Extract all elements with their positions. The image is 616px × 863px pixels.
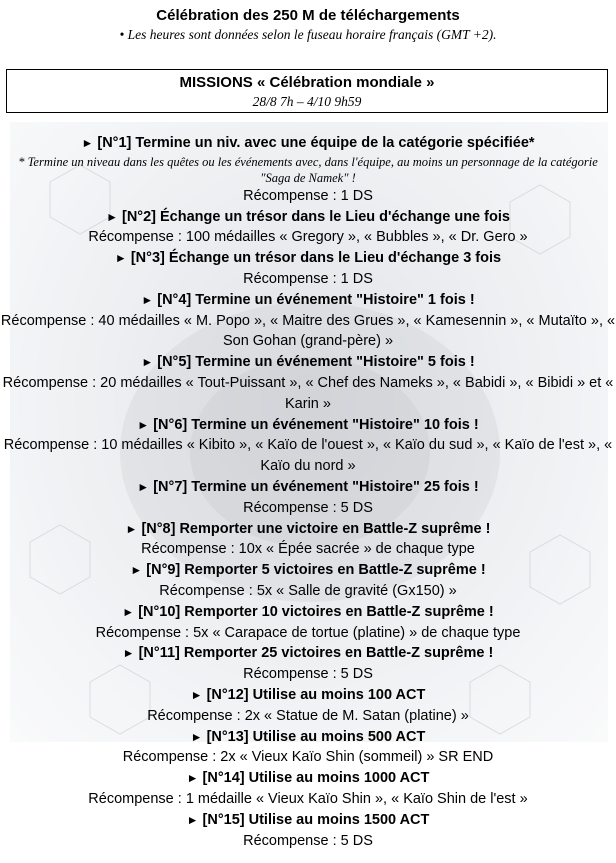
timezone-note: • Les heures sont données selon le fuseau horaire français (GMT +2). <box>119 27 497 42</box>
arrow-right-icon: ► <box>190 687 203 702</box>
mission-reward: Récompense : 1 DS <box>243 270 373 287</box>
mission-title: [N°13] Utilise au moins 500 ACT <box>206 728 426 745</box>
mission-reward: Récompense : 5 DS <box>243 666 373 683</box>
mission-4 <box>0 290 616 352</box>
mission-13 <box>0 727 616 769</box>
mission-reward: Récompense : 10x « Épée sacrée » de chaque type <box>141 541 475 558</box>
mission-12 <box>0 685 616 727</box>
arrow-right-icon: ► <box>130 563 143 578</box>
header <box>0 6 616 44</box>
mission-reward: Récompense : 1 médaille « Vieux Kaïo Shin », « Kaïo Shin de l'est » <box>88 790 528 807</box>
mission-reward: Récompense : 5x « Salle de gravité (Gx150) » <box>159 582 457 599</box>
mission-11 <box>0 643 616 685</box>
arrow-right-icon: ► <box>114 251 127 266</box>
arrow-right-icon: ► <box>186 771 199 786</box>
mission-note: * Termine un niveau dans les quêtes ou les événements avec, dans l'équipe, au moins un personnage de la catégorie "Saga de Namek" ! <box>18 154 598 185</box>
mission-8 <box>0 519 616 561</box>
missions-box <box>6 69 608 113</box>
mission-title: [N°15] Utilise au moins 1500 ACT <box>202 811 430 828</box>
mission-reward: Récompense : 20 médailles « Tout-Puissant », « Chef des Nameks », « Babidi », « Bibidi » et « Karin » <box>2 374 614 412</box>
mission-14 <box>0 768 616 810</box>
mission-2 <box>0 207 616 249</box>
arrow-right-icon: ► <box>81 136 94 150</box>
missions-list <box>0 133 616 851</box>
arrow-right-icon: ► <box>125 521 138 536</box>
mission-title: [N°12] Utilise au moins 100 ACT <box>206 686 426 703</box>
mission-title: [N°10] Remporter 10 victoires en Battle-Z suprême ! <box>138 603 494 620</box>
mission-10 <box>0 602 616 644</box>
mission-title: [N°9] Remporter 5 victoires en Battle-Z suprême ! <box>146 562 486 579</box>
mission-reward: Récompense : 40 médailles « M. Popo », « Maitre des Grues », « Kamesennin », « Mutaïto », « Son Gohan (grand-père) » <box>0 312 616 350</box>
mission-reward: Récompense : 2x « Vieux Kaïo Shin (sommeil) » SR END <box>122 749 494 766</box>
mission-reward: Récompense : 10 médailles « Kibito », « Kaïo de l'ouest », « Kaïo du sud », « Kaïo de l'est », « Kaïo du nord » <box>3 437 613 475</box>
mission-title: [N°8] Remporter une victoire en Battle-Z suprême ! <box>141 520 491 537</box>
arrow-right-icon: ► <box>141 292 154 307</box>
arrow-right-icon: ► <box>137 479 150 494</box>
mission-title: [N°1] Termine un niv. avec une équipe de la catégorie spécifiée* <box>97 135 535 151</box>
mission-title: [N°6] Termine un événement "Histoire" 10 fois ! <box>153 416 479 433</box>
mission-title: [N°4] Termine un événement "Histoire" 1 fois ! <box>157 291 475 308</box>
mission-1 <box>0 133 616 207</box>
mission-reward: Récompense : 5 DS <box>243 499 373 516</box>
mission-3 <box>0 248 616 290</box>
mission-6 <box>0 415 616 477</box>
mission-title: [N°11] Remporter 25 victoires en Battle-Z suprême ! <box>138 645 494 662</box>
mission-reward: Récompense : 5x « Carapace de tortue (platine) » de chaque type <box>95 624 521 641</box>
mission-5 <box>0 352 616 414</box>
mission-title: [N°3] Échange un trésor dans le Lieu d'échange 3 fois <box>130 250 502 267</box>
arrow-right-icon: ► <box>137 417 150 432</box>
page-title: Célébration des 250 M de téléchargements <box>156 7 460 24</box>
mission-7 <box>0 477 616 519</box>
arrow-right-icon: ► <box>190 729 203 744</box>
missions-dates: 28/8 7h – 4/10 9h59 <box>252 94 362 109</box>
arrow-right-icon: ► <box>106 209 118 224</box>
mission-title: [N°2] Échange un trésor dans le Lieu d'échange une fois <box>121 208 510 225</box>
mission-reward: Récompense : 1 DS <box>243 187 373 204</box>
mission-title: [N°7] Termine un événement "Histoire" 25 fois ! <box>153 478 479 495</box>
mission-9 <box>0 560 616 602</box>
mission-title: [N°5] Termine un événement "Histoire" 5 fois ! <box>157 354 475 371</box>
mission-title: [N°14] Utilise au moins 1000 ACT <box>202 770 430 787</box>
mission-15 <box>0 810 616 852</box>
mission-reward: Récompense : 5 DS <box>243 832 373 849</box>
arrow-right-icon: ► <box>141 355 154 370</box>
mission-reward: Récompense : 100 médailles « Gregory », « Bubbles », « Dr. Gero » <box>88 229 528 246</box>
arrow-right-icon: ► <box>186 812 199 827</box>
missions-title: MISSIONS « Célébration mondiale » <box>179 74 435 91</box>
mission-reward: Récompense : 2x « Statue de M. Satan (platine) » <box>147 707 469 724</box>
arrow-right-icon: ► <box>122 604 135 619</box>
arrow-right-icon: ► <box>122 646 135 661</box>
